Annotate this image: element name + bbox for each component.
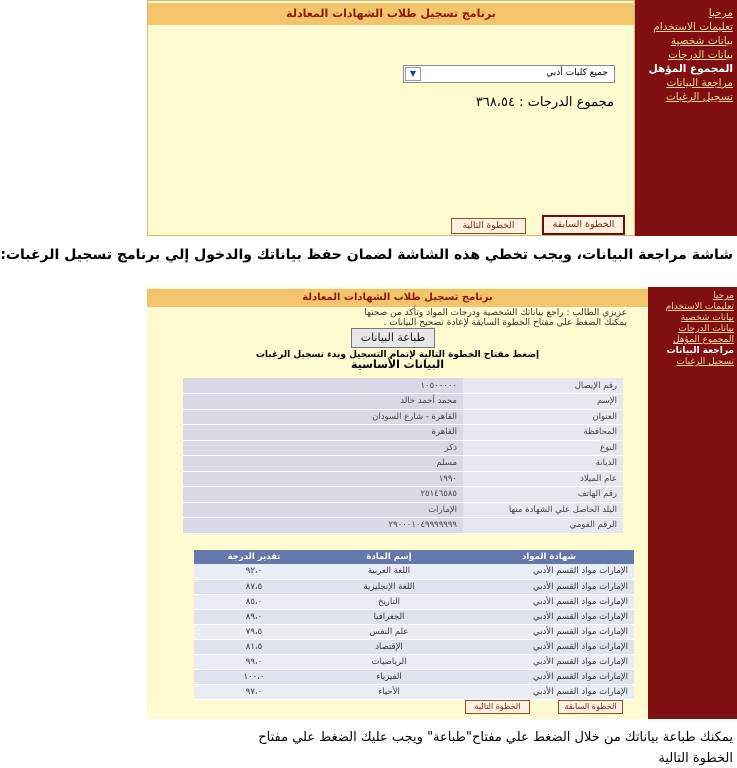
- grade-cell: الإمارات مواد القسم الأدبي: [464, 639, 634, 654]
- caption-text: شاشة مراجعة البيانات، ويجب تخطي هذه الشاشة لضمان حفظ بياناتك والدخول إلي برنامج تسجيل الرغبات:: [0, 247, 733, 263]
- grade-cell: الإقتصاد: [314, 639, 464, 654]
- basic-data-heading: البيانات الأساسية: [350, 358, 445, 371]
- grade-cell: الأحياء: [314, 685, 464, 700]
- note-text: عزيزي الطالب : راجع بياناتك الشخصية ودرجات المواد وتأكد من صحتها: [364, 308, 627, 318]
- total-score: مجموع الدرجات : ٣٦٨،٥٤: [475, 95, 614, 110]
- info-value: ٢٥١٤٦٥٨٥: [183, 487, 463, 503]
- info-value: ١٩٩٠: [183, 471, 463, 487]
- info-label: الإسم: [463, 394, 623, 410]
- print-data-button[interactable]: طباعة البيانات: [351, 328, 435, 348]
- next-step-button[interactable]: الخطوة التالية: [451, 218, 526, 234]
- info-row: [183, 471, 623, 487]
- grade-cell: الإمارات مواد القسم الأدبي: [464, 609, 634, 624]
- info-row: [183, 425, 623, 441]
- note-text: يمكنك الضغط علي مفتاح الخطوة السابقة لإعادة تصحيح البيانات .: [383, 318, 627, 328]
- sidebar-item[interactable]: بيانات شخصية: [670, 35, 733, 47]
- sidebar-item[interactable]: تعليمات الاستخدام: [653, 21, 733, 33]
- grade-cell: اللغة العربية: [314, 564, 464, 579]
- info-value: القاهرة - شارع السودان: [183, 409, 463, 425]
- grade-cell: ٩٧،٠: [194, 685, 314, 700]
- info-value: ذكر: [183, 440, 463, 456]
- grade-cell: الإمارات مواد القسم الأدبي: [464, 655, 634, 670]
- grade-cell: ١٠٠،٠: [194, 670, 314, 685]
- info-row: [183, 440, 623, 456]
- sidebar-item[interactable]: المجموع المؤهل: [648, 63, 733, 75]
- sidebar-item[interactable]: مرحبا: [713, 291, 734, 301]
- main-panel-screen1: [147, 0, 635, 236]
- grade-cell: ٧٩،٥: [194, 624, 314, 639]
- info-row: [183, 518, 623, 534]
- column-header: شهادة المواد: [464, 550, 634, 564]
- grade-cell: ٨١،٥: [194, 639, 314, 654]
- grades-header-row: [194, 550, 634, 564]
- grade-cell: ٩٢،٠: [194, 564, 314, 579]
- sidebar-item[interactable]: بيانات الدرجات: [668, 49, 733, 61]
- table-row: [194, 670, 634, 685]
- grade-cell: الرياضيات: [314, 655, 464, 670]
- info-row: [183, 378, 623, 394]
- grade-cell: الإمارات مواد القسم الأدبي: [464, 670, 634, 685]
- info-label: النوع: [463, 440, 623, 456]
- info-label: رقم الهاتف: [463, 487, 623, 503]
- sidebar-item[interactable]: المجموع المؤهل: [673, 335, 734, 345]
- table-row: [194, 624, 634, 639]
- table-row: [194, 609, 634, 624]
- grade-cell: علم النفس: [314, 624, 464, 639]
- caption-text: يمكنك طباعة بياناتك من خلال الضغط علي مفتاح"طباعة" ويجب عليك الضغط علي مفتاح: [258, 730, 733, 745]
- column-header: إسم المادة: [314, 550, 464, 564]
- sidebar-item[interactable]: بيانات الدرجات: [678, 324, 734, 334]
- grade-cell: الإمارات مواد القسم الأدبي: [464, 564, 634, 579]
- grade-cell: الإمارات مواد القسم الأدبي: [464, 594, 634, 609]
- grade-cell: اللغة الإنجليزية: [314, 579, 464, 594]
- grade-cell: الجغرافيا: [314, 609, 464, 624]
- chevron-down-icon[interactable]: ▼: [405, 67, 421, 81]
- info-label: الديانة: [463, 456, 623, 472]
- page-title: برنامج تسجيل طلاب الشهادات المعادلة: [148, 3, 634, 25]
- sidebar-item[interactable]: تسجيل الرغبات: [665, 91, 733, 103]
- sidebar-screen2: [648, 287, 737, 719]
- faculty-select-value: جميع كليات أدبي: [546, 68, 608, 78]
- grade-cell: ٨٧،٥: [194, 579, 314, 594]
- sidebar-screen1: [635, 0, 737, 236]
- sidebar-item[interactable]: مرحبا: [708, 7, 733, 19]
- info-value: محمد أحمد خالد: [183, 394, 463, 410]
- info-label: المحافظة: [463, 425, 623, 441]
- table-row: [194, 685, 634, 700]
- info-row: [183, 394, 623, 410]
- info-value: القاهرة: [183, 425, 463, 441]
- instruction-text: إضغط مفتاح الخطوة التالية لإتمام التسجيل وبدء تسجيل الرغبات: [255, 350, 540, 360]
- info-value: ٢٩٠٠٠١٠٤٩٩٩٩٩٩٩: [183, 518, 463, 534]
- info-label: عام الميلاد: [463, 471, 623, 487]
- info-row: [183, 487, 623, 503]
- sidebar-item[interactable]: تسجيل الرغبات: [676, 357, 734, 367]
- info-row: [183, 409, 623, 425]
- grades-table: [194, 550, 634, 700]
- info-value: الإمارات: [183, 502, 463, 518]
- basic-info-table: [183, 378, 623, 534]
- info-value: مسلم: [183, 456, 463, 472]
- page-title: برنامج تسجيل طلاب الشهادات المعادلة: [147, 289, 648, 307]
- sidebar-item[interactable]: مراجعة البيانات: [666, 346, 734, 356]
- info-row: [183, 456, 623, 472]
- caption-text: الخطوة التالية: [658, 751, 733, 766]
- grade-cell: الإمارات مواد القسم الأدبي: [464, 624, 634, 639]
- info-value: ١٠٥٠٠٠٠٠: [183, 378, 463, 394]
- grade-cell: ٩٩،٠: [194, 655, 314, 670]
- grade-cell: الإمارات مواد القسم الأدبي: [464, 579, 634, 594]
- column-header: تقدير الدرجة: [194, 550, 314, 564]
- previous-step-button[interactable]: الخطوة السابقة: [542, 215, 625, 235]
- grade-cell: الفيزياء: [314, 670, 464, 685]
- table-row: [194, 564, 634, 579]
- grade-cell: ٨٩،٠: [194, 609, 314, 624]
- info-row: [183, 502, 623, 518]
- previous-step-button[interactable]: الخطوة السابقة: [558, 700, 623, 714]
- grade-cell: التاريخ: [314, 594, 464, 609]
- table-row: [194, 594, 634, 609]
- info-label: البلد الحاصل علي الشهادة منها: [463, 502, 623, 518]
- sidebar-item[interactable]: مراجعة البيانات: [666, 77, 733, 89]
- grade-cell: الإمارات مواد القسم الأدبي: [464, 685, 634, 700]
- grade-cell: ٨٥،٠: [194, 594, 314, 609]
- next-step-button[interactable]: الخطوة التالية: [465, 700, 530, 714]
- table-row: [194, 655, 634, 670]
- table-row: [194, 579, 634, 594]
- faculty-select[interactable]: [403, 65, 615, 83]
- sidebar-item[interactable]: بيانات شخصية: [680, 313, 734, 323]
- info-label: العنوان: [463, 409, 623, 425]
- main-panel-screen2: [147, 287, 648, 719]
- info-label: رقم الإيصال: [463, 378, 623, 394]
- sidebar-item[interactable]: تعليمات الاستخدام: [665, 302, 734, 312]
- info-label: الرقم القومي: [463, 518, 623, 534]
- table-row: [194, 639, 634, 654]
